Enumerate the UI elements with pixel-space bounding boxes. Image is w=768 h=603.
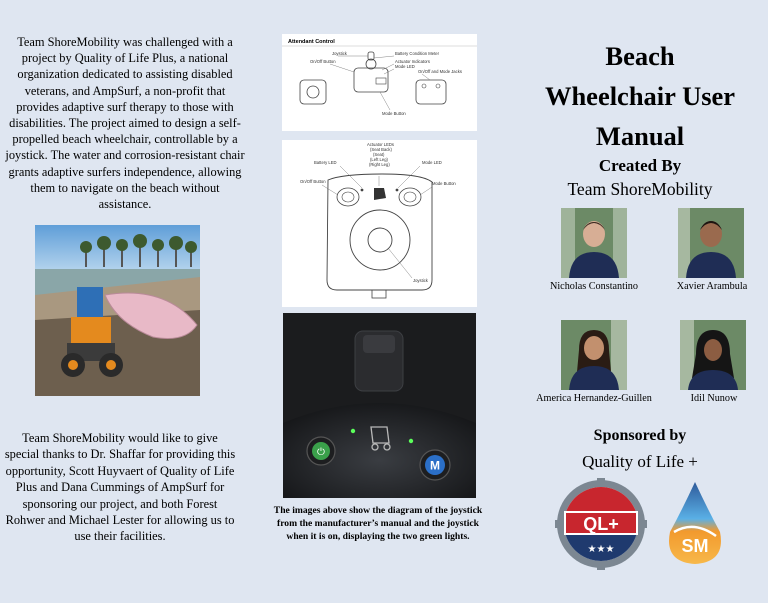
member-photo [678, 208, 744, 278]
label-onoff-mode-jacks: On/Off and Mode Jacks [418, 69, 462, 74]
joystick-diagram [282, 140, 477, 307]
label-onoff-button: On/Off Button [310, 59, 336, 64]
member-photo [561, 208, 627, 278]
member-name: Nicholas Constantino [549, 281, 638, 292]
left-panel [0, 0, 256, 603]
attendant-diagram-title: Attendant Control [288, 39, 335, 45]
intro-paragraph: Team ShoreMobility was challenged with a project by Quality of Life Plus, a national organization dedicated to assisting disabled veterans, and AmpSurf, a non-profit that provides adaptive surf therapy to those with disabilities. The project aimed to design a self-propelled beach wheelchair, controllable by a joystick. The water and corrosion-resistant chair grants adaptive surfers independence, allowing them to navigate on the beach without assistance. [5, 35, 245, 212]
member-photo [561, 320, 627, 390]
label-seat-back: (Seat Back) [370, 147, 392, 152]
joystick-caption: The images above show the diagram of the joystick from the manufacturer’s manual and the joystick when it is on, displaying the two green lights. [273, 505, 483, 543]
label-mode-led: Mode LED [395, 64, 415, 69]
member-photo [680, 320, 746, 390]
member-name: Idil Nunow [690, 393, 738, 404]
label-onoff-button: On/Off Button [300, 179, 326, 184]
document-title: Beach Wheelchair User Manual [544, 41, 736, 151]
member-name: Xavier Arambula [676, 281, 748, 292]
label-battery-meter: Battery Condition Meter [395, 51, 439, 56]
attendant-control-diagram [282, 34, 477, 131]
label-mode-button: Mode Button [382, 111, 406, 116]
svg-text:QL+: QL+ [583, 514, 619, 534]
sponsor-name: Quality of Life + [582, 452, 698, 471]
svg-text:⏻: ⏻ [317, 447, 325, 458]
label-mode-led: Mode LED [422, 160, 442, 165]
label-mode-button: Mode Button [432, 181, 456, 186]
label-left-leg: (Left Leg) [370, 157, 388, 162]
svg-text:★★★: ★★★ [587, 544, 615, 555]
label-joystick: Joystick [332, 51, 347, 56]
label-right-leg: (Right Leg) [369, 162, 390, 167]
ampsurf-logo [664, 480, 726, 566]
thanks-paragraph: Team ShoreMobility would like to give special thanks to Dr. Shaffar for providing this opportunity, Scott Huyvaert of Quality of Life Plus and Dana Cummings of AmpSurf for sponsoring our project, and both Forest Rohwer and Michael Lester for allowing us to use their facilities. [4, 431, 236, 544]
svg-text:SM: SM [681, 536, 709, 556]
created-by-heading: Created By [598, 156, 682, 175]
beach-wheelchair-photo [35, 225, 200, 396]
team-name: Team ShoreMobility [567, 179, 713, 199]
label-actuator-indicators: Actuator Indicators [395, 59, 430, 64]
joystick-photo [283, 313, 476, 498]
label-battery-led: Battery LED [314, 160, 337, 165]
member-name: America Hernandez-Guillen [536, 393, 652, 404]
label-seat: (Seat) [373, 152, 385, 157]
label-joystick: Joystick [413, 278, 428, 283]
sponsored-by-heading: Sponsored by [593, 427, 687, 444]
quality-of-life-plus-logo [555, 478, 647, 570]
label-actuator-leds: Actuator LEDs [367, 142, 394, 147]
mode-letter: M [430, 458, 440, 473]
